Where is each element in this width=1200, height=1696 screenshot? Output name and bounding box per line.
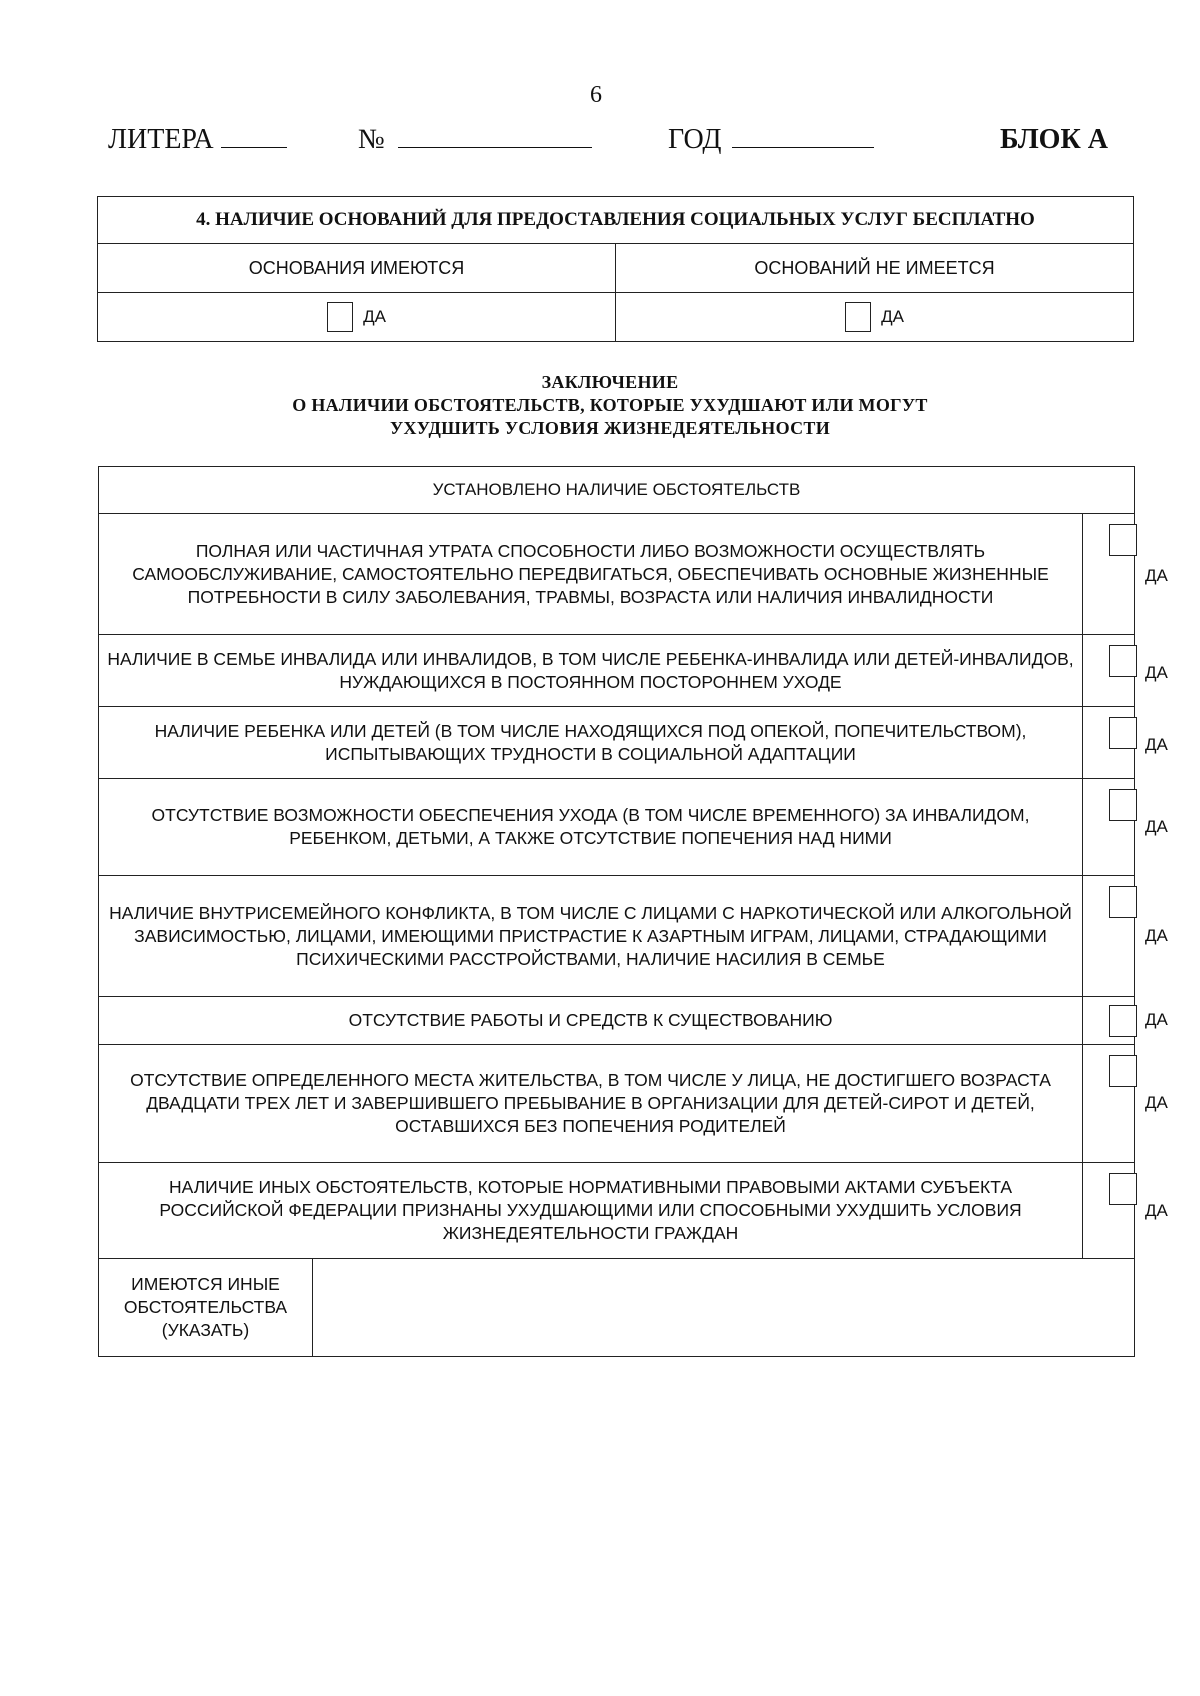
circumstance-text: ОТСУТСТВИЕ ОПРЕДЕЛЕННОГО МЕСТА ЖИТЕЛЬСТВА, В ТОМ ЧИСЛЕ У ЛИЦА, НЕ ДОСТИГШЕГО ВОЗРАСТА ДВАДЦАТИ ТРЕХ ЛЕТ И ЗАВЕРШИВШЕГО ПРЕБЫВАНИЕ В ОРГАНИЗАЦИИ ДЛЯ ДЕТЕЙ-СИРОТ И ДЕТЕЙ, ОСТАВШИХСЯ БЕЗ ПОПЕЧЕНИЯ РОДИТЕЛЕЙ bbox=[99, 1045, 1083, 1163]
yes-cell bbox=[1083, 997, 1168, 1045]
circumstance-text: ПОЛНАЯ ИЛИ ЧАСТИЧНАЯ УТРАТА СПОСОБНОСТИ ЛИБО ВОЗМОЖНОСТИ ОСУЩЕСТВЛЯТЬ САМООБСЛУЖИВАНИЕ, САМОСТОЯТЕЛЬНО ПЕРЕДВИГАТЬСЯ, ОБЕСПЕЧИВАТЬ ОСНОВНЫЕ ЖИЗНЕННЫЕ ПОТРЕБНОСТИ В СИЛУ ЗАБОЛЕВАНИЯ, ТРАВМЫ, ВОЗРАСТА ИЛИ НАЛИЧИЯ ИНВАЛИДНОСТИ bbox=[99, 514, 1083, 635]
circumstance-checkbox[interactable] bbox=[1109, 1005, 1137, 1037]
conclusion-subtitle-2: УХУДШИТЬ УСЛОВИЯ ЖИЗНЕДЕЯТЕЛЬНОСТИ bbox=[389, 418, 831, 438]
yes-cell bbox=[1083, 1163, 1168, 1259]
yes-label: ДА bbox=[1145, 817, 1168, 836]
circumstance-checkbox[interactable] bbox=[1109, 717, 1137, 749]
circumstance-text: ОТСУТСТВИЕ ВОЗМОЖНОСТИ ОБЕСПЕЧЕНИЯ УХОДА (В ТОМ ЧИСЛЕ ВРЕМЕННОГО) ЗА ИНВАЛИДОМ, РЕБЕНКОМ, ДЕТЬМИ, А ТАКЖЕ ОТСУТСТВИЕ ПОПЕЧЕНИЯ НАД НИМИ bbox=[99, 779, 1083, 876]
grounds-absent-header: ОСНОВАНИЙ НЕ ИМЕЕТСЯ bbox=[616, 244, 1134, 293]
grounds-exist-header: ОСНОВАНИЯ ИМЕЮТСЯ bbox=[98, 244, 616, 293]
circumstance-text: ОТСУТСТВИЕ РАБОТЫ И СРЕДСТВ К СУЩЕСТВОВАНИЮ bbox=[99, 997, 1083, 1045]
circumstances-header: УСТАНОВЛЕНО НАЛИЧИЕ ОБСТОЯТЕЛЬСТВ bbox=[99, 467, 1135, 514]
year-field bbox=[668, 124, 874, 156]
circumstance-checkbox[interactable] bbox=[1109, 886, 1137, 918]
table-row bbox=[99, 1259, 1135, 1357]
number-field bbox=[358, 124, 592, 156]
conclusion-heading bbox=[160, 371, 1060, 440]
circumstance-checkbox[interactable] bbox=[1109, 789, 1137, 821]
grounds-table bbox=[97, 196, 1134, 342]
table-row bbox=[99, 707, 1135, 779]
yes-label: ДА bbox=[1145, 1010, 1168, 1029]
other-circumstances-label: ИМЕЮТСЯ ИНЫЕ ОБСТОЯТЕЛЬСТВА (УКАЗАТЬ) bbox=[99, 1259, 313, 1357]
other-circumstances-input[interactable] bbox=[313, 1259, 1135, 1357]
block-label: БЛОК А bbox=[1000, 124, 1108, 155]
yes-cell bbox=[1083, 779, 1168, 876]
table-row bbox=[99, 876, 1135, 997]
grounds-absent-cell bbox=[616, 293, 1134, 342]
conclusion-subtitle-1: О НАЛИЧИИ ОБСТОЯТЕЛЬСТВ, КОТОРЫЕ УХУДШАЮТ ИЛИ МОГУТ bbox=[292, 395, 928, 415]
number-input[interactable] bbox=[398, 125, 592, 148]
yes-cell bbox=[1083, 514, 1168, 635]
number-label: № bbox=[358, 124, 385, 155]
yes-label: ДА bbox=[1145, 1093, 1168, 1112]
grounds-exist-cell bbox=[98, 293, 616, 342]
yes-cell bbox=[1083, 707, 1168, 779]
yes-label: ДА bbox=[1145, 735, 1168, 754]
table-row bbox=[99, 779, 1135, 876]
yes-label: ДА bbox=[1145, 1201, 1168, 1220]
yes-label: ДА bbox=[881, 307, 904, 326]
litera-label: ЛИТЕРА bbox=[108, 124, 214, 155]
section4-title: 4. НАЛИЧИЕ ОСНОВАНИЙ ДЛЯ ПРЕДОСТАВЛЕНИЯ СОЦИАЛЬНЫХ УСЛУГ БЕСПЛАТНО bbox=[98, 197, 1134, 244]
litera-input[interactable] bbox=[221, 125, 287, 148]
circumstance-checkbox[interactable] bbox=[1109, 645, 1137, 677]
litera-field bbox=[108, 124, 287, 156]
circumstance-text: НАЛИЧИЕ В СЕМЬЕ ИНВАЛИДА ИЛИ ИНВАЛИДОВ, В ТОМ ЧИСЛЕ РЕБЕНКА-ИНВАЛИДА ИЛИ ДЕТЕЙ-ИНВАЛИДОВ, НУЖДАЮЩИХСЯ В ПОСТОЯННОМ ПОСТОРОННЕМ УХОДЕ bbox=[99, 635, 1083, 707]
circumstance-checkbox[interactable] bbox=[1109, 1055, 1137, 1087]
table-row bbox=[99, 635, 1135, 707]
conclusion-title: ЗАКЛЮЧЕНИЕ bbox=[541, 372, 679, 392]
yes-label: ДА bbox=[1145, 926, 1168, 945]
yes-cell bbox=[1083, 876, 1168, 997]
grounds-exist-checkbox[interactable] bbox=[327, 302, 353, 332]
year-label: ГОД bbox=[668, 124, 722, 155]
page-number: 6 bbox=[590, 82, 602, 108]
yes-label: ДА bbox=[1145, 663, 1168, 682]
circumstance-checkbox[interactable] bbox=[1109, 1173, 1137, 1205]
table-row bbox=[99, 1163, 1135, 1259]
yes-label: ДА bbox=[363, 307, 386, 326]
circumstance-checkbox[interactable] bbox=[1109, 524, 1137, 556]
year-input[interactable] bbox=[732, 125, 874, 148]
grounds-absent-checkbox[interactable] bbox=[845, 302, 871, 332]
table-row bbox=[99, 997, 1135, 1045]
table-row bbox=[99, 514, 1135, 635]
table-row bbox=[99, 1045, 1135, 1163]
yes-label: ДА bbox=[1145, 566, 1168, 585]
yes-cell bbox=[1083, 1045, 1168, 1163]
circumstance-text: НАЛИЧИЕ РЕБЕНКА ИЛИ ДЕТЕЙ (В ТОМ ЧИСЛЕ НАХОДЯЩИХСЯ ПОД ОПЕКОЙ, ПОПЕЧИТЕЛЬСТВОМ), ИСПЫТЫВАЮЩИХ ТРУДНОСТИ В СОЦИАЛЬНОЙ АДАПТАЦИИ bbox=[99, 707, 1083, 779]
circumstance-text: НАЛИЧИЕ ВНУТРИСЕМЕЙНОГО КОНФЛИКТА, В ТОМ ЧИСЛЕ С ЛИЦАМИ С НАРКОТИЧЕСКОЙ ИЛИ АЛКОГОЛЬНОЙ ЗАВИСИМОСТЬЮ, ЛИЦАМИ, ИМЕЮЩИМИ ПРИСТРАСТИЕ К АЗАРТНЫМ ИГРАМ, ЛИЦАМИ, СТРАДАЮЩИМИ ПСИХИЧЕСКИМИ РАССТРОЙСТВАМИ, НАЛИЧИЕ НАСИЛИЯ В СЕМЬЕ bbox=[99, 876, 1083, 997]
circumstances-table bbox=[98, 466, 1168, 1357]
yes-cell bbox=[1083, 635, 1168, 707]
circumstance-text: НАЛИЧИЕ ИНЫХ ОБСТОЯТЕЛЬСТВ, КОТОРЫЕ НОРМАТИВНЫМИ ПРАВОВЫМИ АКТАМИ СУБЪЕКТА РОССИЙСКОЙ ФЕДЕРАЦИИ ПРИЗНАНЫ УХУДШАЮЩИМИ ИЛИ СПОСОБНЫМИ УХУДШИТЬ УСЛОВИЯ ЖИЗНЕДЕЯТЕЛЬНОСТИ ГРАЖДАН bbox=[99, 1163, 1083, 1259]
